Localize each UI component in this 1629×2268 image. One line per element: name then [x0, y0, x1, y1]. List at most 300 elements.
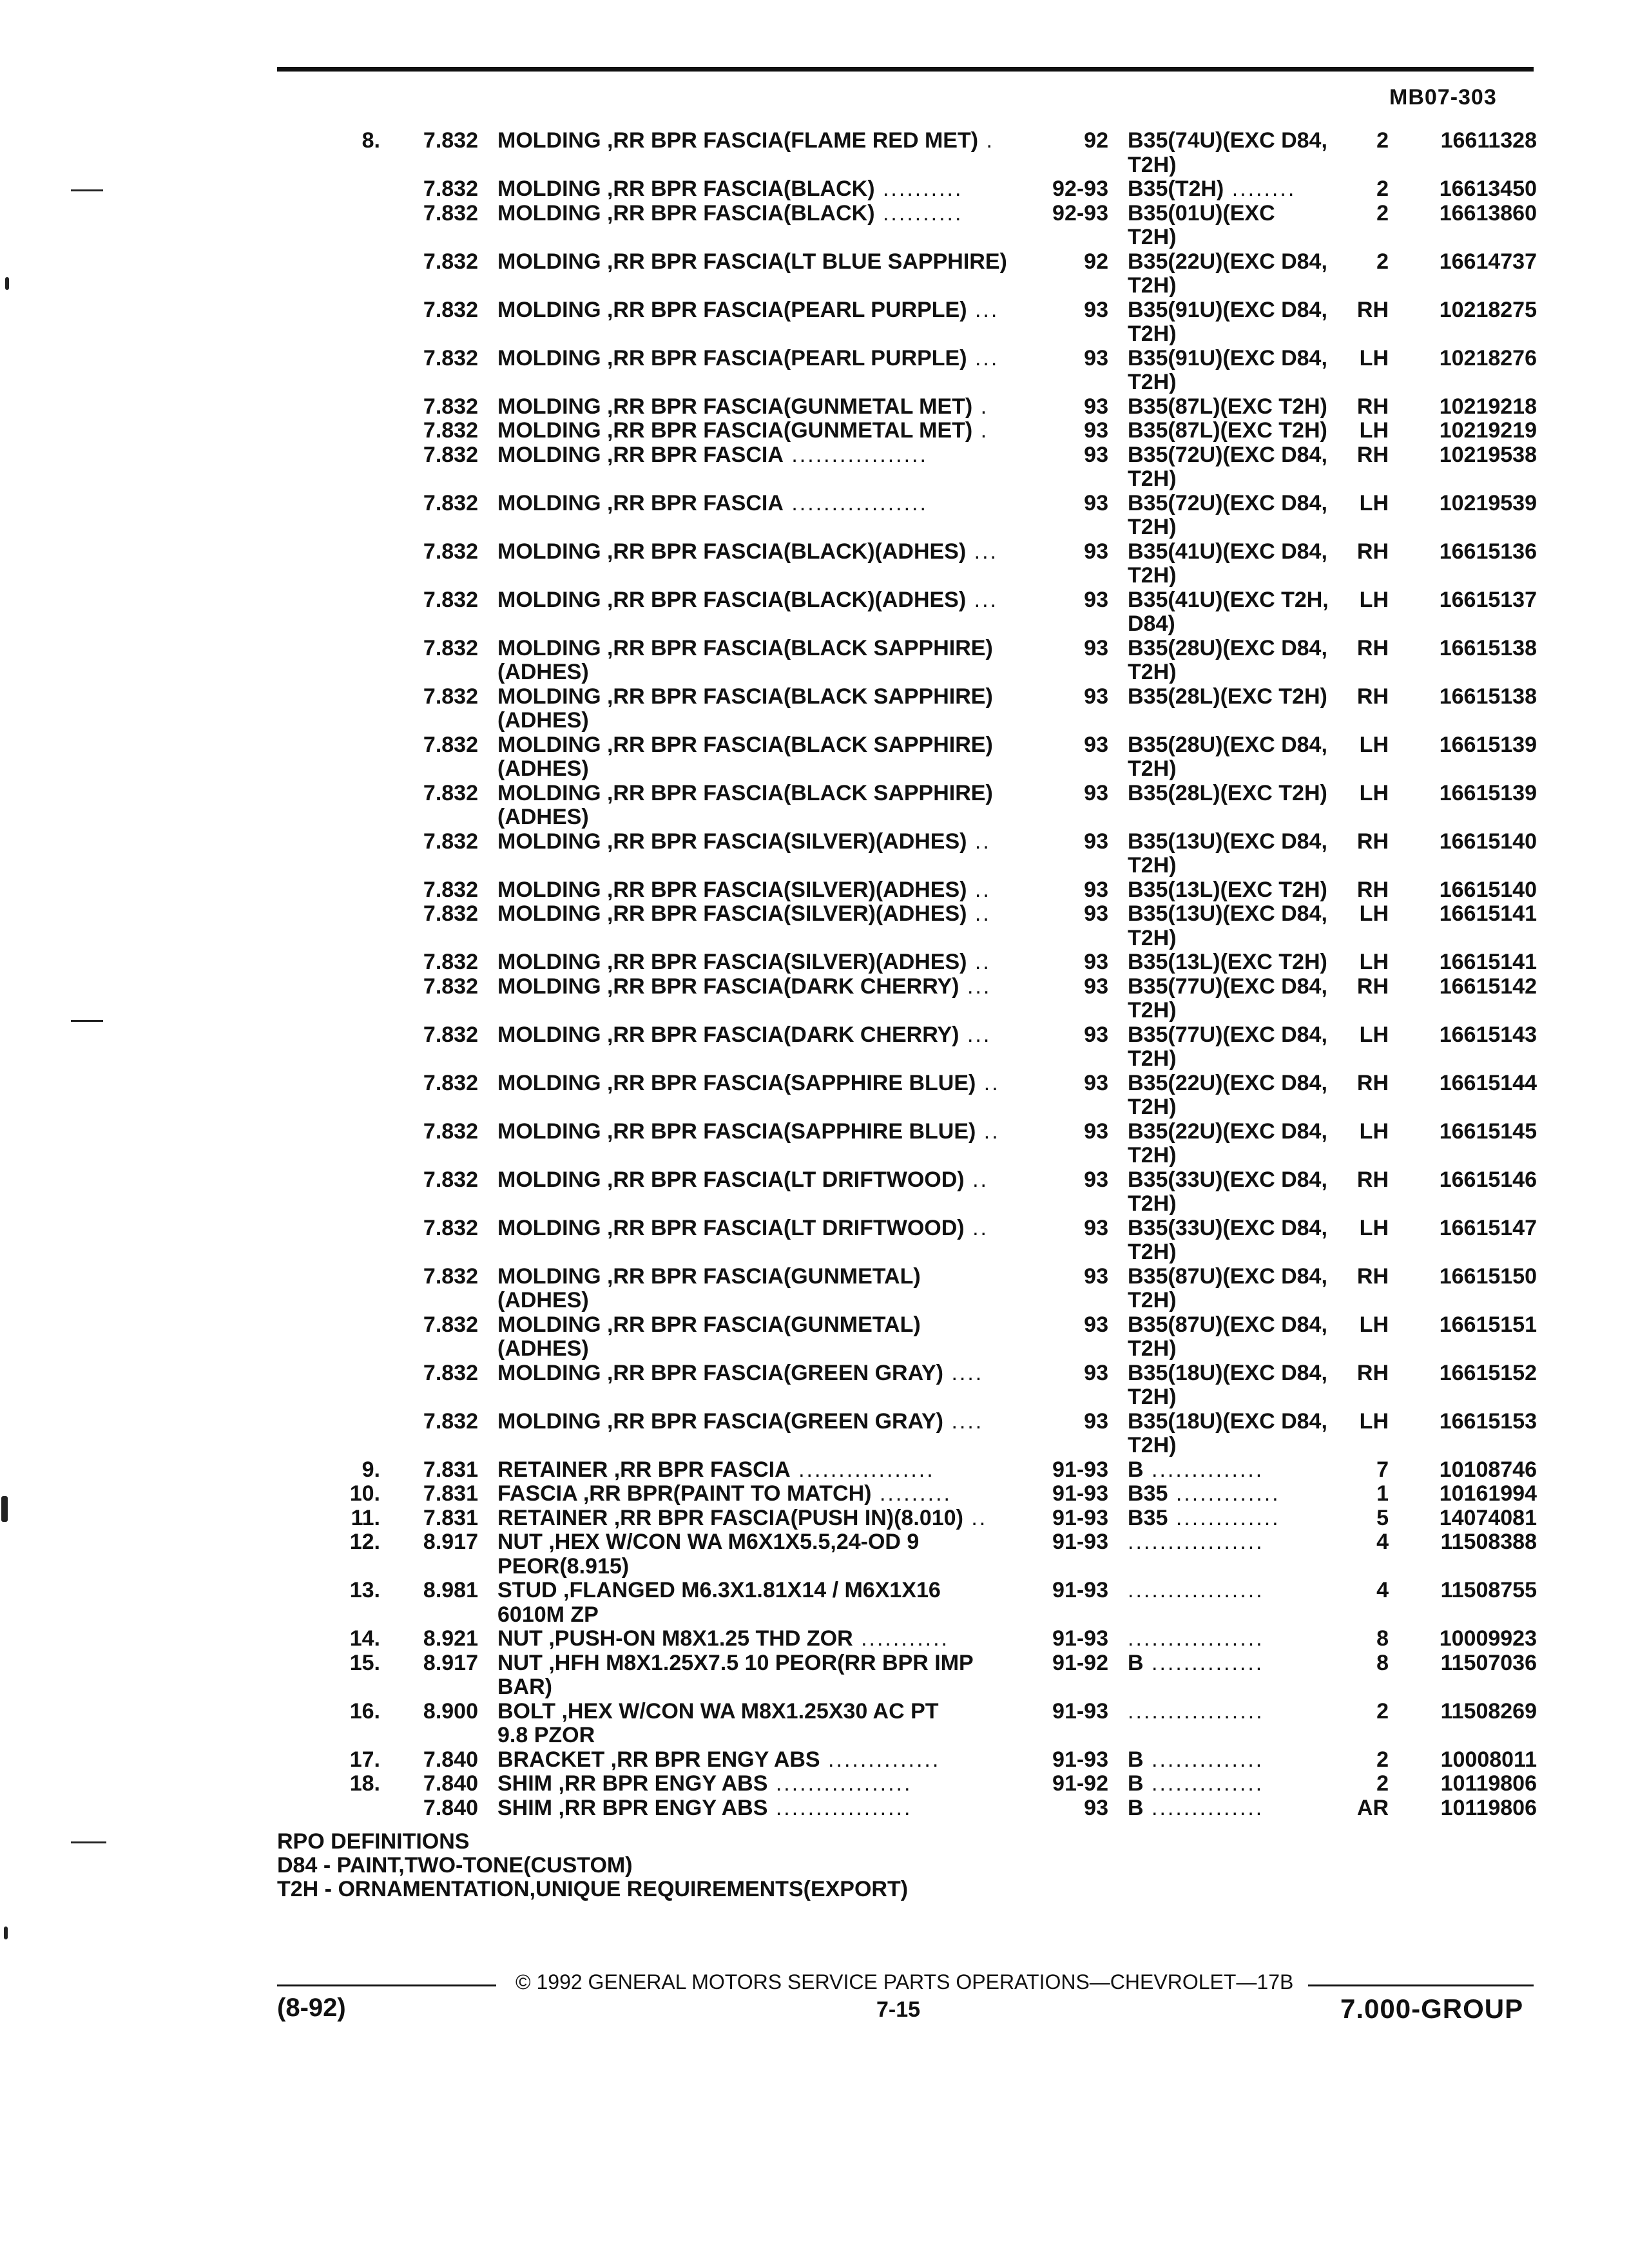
group-number: [401, 902, 478, 926]
group-number-text: 7.832: [423, 1312, 478, 1337]
usage-code-text: T2H): [1128, 1047, 1177, 1071]
quantity-text: RH: [1356, 635, 1389, 660]
usage-code: [1128, 515, 1360, 539]
part-description-text: MOLDING ,RR BPR FASCIA(BLACK SAPPHIRE): [497, 733, 993, 757]
part-number-text: 11507036: [1440, 1650, 1537, 1675]
group-number-text: 8.900: [423, 1698, 478, 1724]
usage-code: [1128, 1120, 1360, 1144]
quantity-text: LH: [1359, 1312, 1389, 1337]
table-row: [277, 153, 1540, 178]
usage-code: [1128, 153, 1360, 177]
item-number-text: 8.: [361, 128, 380, 153]
part-number-text: 10119806: [1440, 1771, 1537, 1796]
table-row: [277, 443, 1540, 468]
usage-code: [1128, 1410, 1360, 1434]
part-description-text: MOLDING ,RR BPR FASCIA(LT DRIFTWOOD): [497, 1168, 965, 1192]
group-number-text: 7.832: [423, 950, 478, 974]
table-row: [277, 419, 1540, 443]
group-number: [401, 347, 478, 370]
table-row: [277, 1603, 1540, 1628]
model-year-text: 93: [1084, 974, 1108, 999]
part-number-text: 10218275: [1439, 297, 1537, 322]
part-description-text: (ADHES): [497, 709, 589, 733]
group-number: [401, 395, 478, 419]
usage-code: [1128, 637, 1360, 660]
model-year: [1012, 733, 1108, 757]
quantity: [1344, 419, 1389, 443]
group-number: [401, 733, 478, 757]
usage-code-text: B35(28U)(EXC D84,: [1128, 636, 1327, 660]
table-row: [277, 395, 1540, 419]
part-number-text: 16615138: [1439, 635, 1537, 660]
group-number-text: 8.921: [423, 1626, 478, 1651]
usage-code: [1128, 1337, 1360, 1361]
model-year: [1012, 129, 1108, 153]
rpo-line: T2H - ORNAMENTATION,UNIQUE REQUIREMENTS(EXPORT): [277, 1877, 909, 1901]
part-number-text: 16615150: [1439, 1264, 1537, 1289]
part-number-text: 16615153: [1439, 1408, 1537, 1434]
part-number: [1402, 1651, 1537, 1675]
item-number-text: 12.: [349, 1530, 380, 1554]
group-number: [401, 1579, 478, 1602]
table-row: [277, 805, 1540, 830]
top-rule: [277, 67, 1534, 72]
part-number: [1402, 1361, 1537, 1385]
model-year: [1012, 902, 1108, 926]
model-year-text: 93: [1084, 297, 1108, 322]
part-description: [497, 129, 1045, 153]
group-number: [401, 1748, 478, 1772]
quantity: [1344, 637, 1389, 660]
part-description: [497, 1458, 1045, 1482]
usage-code-text: B35(01U)(EXC: [1128, 201, 1275, 226]
model-year: [1012, 1120, 1108, 1144]
part-description-text: MOLDING ,RR BPR FASCIA(SAPPHIRE BLUE): [497, 1119, 976, 1144]
group-number: [401, 1168, 478, 1192]
part-description: [497, 1748, 1045, 1772]
usage-code-text: B35(87U)(EXC D84,: [1128, 1312, 1327, 1337]
part-number-text: 16615143: [1439, 1022, 1537, 1047]
group-number-text: 7.832: [423, 490, 478, 515]
quantity: [1344, 830, 1389, 854]
quantity: [1344, 1796, 1389, 1820]
group-number: [401, 202, 478, 226]
table-row: [277, 709, 1540, 733]
part-description-text: MOLDING ,RR BPR FASCIA(FLAME RED MET): [497, 129, 979, 153]
quantity: [1344, 1216, 1389, 1240]
usage-code: [1128, 226, 1360, 249]
table-row: [277, 322, 1540, 347]
usage-code: [1128, 878, 1360, 902]
usage-code: [1128, 395, 1360, 419]
usage-code: [1128, 612, 1360, 636]
quantity: [1344, 540, 1389, 564]
table-row: [277, 274, 1540, 298]
group-number: [401, 1482, 478, 1506]
usage-code-text: B35(87U)(EXC D84,: [1128, 1264, 1327, 1289]
leader-dots: ....: [943, 1409, 984, 1434]
model-year: [1012, 1579, 1108, 1602]
model-year-text: 93: [1084, 1070, 1108, 1095]
quantity-text: LH: [1359, 780, 1389, 805]
model-year: [1012, 1458, 1108, 1482]
quantity: [1344, 1627, 1389, 1651]
part-description: [497, 902, 1045, 926]
part-description: [497, 637, 1045, 660]
table-row: [277, 1724, 1540, 1748]
model-year-text: 93: [1084, 345, 1108, 370]
usage-code-text: B35(87L)(EXC T2H): [1128, 394, 1327, 419]
quantity-text: RH: [1356, 829, 1389, 854]
leader-dots: ..: [967, 829, 991, 854]
part-number-text: 11508269: [1440, 1698, 1537, 1724]
table-row: [277, 1361, 1540, 1386]
part-number-text: 10119806: [1440, 1795, 1537, 1820]
model-year-text: 93: [1084, 877, 1108, 902]
usage-code: [1128, 1361, 1360, 1385]
group-number-text: 7.832: [423, 1215, 478, 1240]
item-number-text: 14.: [349, 1626, 380, 1651]
part-description: [497, 733, 1045, 757]
part-description-text: MOLDING ,RR BPR FASCIA(LT DRIFTWOOD): [497, 1216, 965, 1240]
leader-dots: ..............: [1143, 1457, 1264, 1482]
usage-code-text: B: [1128, 1772, 1144, 1796]
group-number: [401, 1627, 478, 1651]
part-number-text: 10009923: [1439, 1626, 1537, 1651]
footer-rule-right: [1308, 1984, 1534, 1986]
group-number: [401, 177, 478, 201]
usage-code: [1128, 1796, 1360, 1820]
usage-code: [1128, 443, 1360, 467]
table-row: [277, 612, 1540, 637]
leader-dots: ..........: [874, 201, 963, 226]
usage-code-text: B35(77U)(EXC D84,: [1128, 1023, 1327, 1047]
leader-dots: .................: [1128, 1627, 1264, 1651]
usage-code-text: T2H): [1128, 153, 1177, 177]
table-row: [277, 467, 1540, 492]
group-number-text: 7.832: [423, 587, 478, 612]
quantity: [1344, 250, 1389, 274]
leader-dots: ........: [1224, 177, 1296, 201]
group-number-text: 8.981: [423, 1578, 478, 1602]
part-description: [497, 1216, 1045, 1240]
group-number: [401, 443, 478, 467]
part-description: [497, 1410, 1045, 1434]
model-year: [1012, 1023, 1108, 1047]
quantity-text: RH: [1356, 974, 1389, 999]
part-description-text: RETAINER ,RR BPR FASCIA(PUSH IN)(8.010): [497, 1506, 963, 1530]
leader-dots: ..: [964, 1216, 988, 1240]
group-number-text: 7.832: [423, 539, 478, 564]
table-row: [277, 782, 1540, 806]
part-description-text: PEOR(8.915): [497, 1554, 630, 1579]
usage-code-text: B35(41U)(EXC T2H,: [1128, 588, 1329, 612]
quantity: [1344, 1072, 1389, 1095]
usage-code-text: B35(18U)(EXC D84,: [1128, 1361, 1327, 1385]
table-row: [277, 588, 1540, 613]
leader-dots: .............: [1168, 1506, 1280, 1530]
usage-code-text: T2H): [1128, 515, 1177, 539]
group-number-text: 7.832: [423, 1167, 478, 1192]
rpo-title: RPO DEFINITIONS: [277, 1829, 470, 1854]
part-description: [497, 588, 1045, 612]
model-year-text: 93: [1084, 684, 1108, 709]
item-number: [277, 1458, 380, 1482]
group-number-text: 7.832: [423, 394, 478, 419]
part-description: [497, 1289, 1045, 1312]
leader-dots: .................: [790, 1457, 935, 1482]
usage-code-text: B35(72U)(EXC D84,: [1128, 443, 1327, 467]
usage-code: [1128, 419, 1360, 443]
usage-code-text: T2H): [1128, 1144, 1177, 1168]
quantity: [1344, 975, 1389, 999]
usage-code-text: B35(22U)(EXC D84,: [1128, 1071, 1327, 1095]
model-year-text: 93: [1084, 587, 1108, 612]
model-year-text: 91-93: [1052, 1747, 1108, 1772]
usage-code-text: T2H): [1128, 1240, 1177, 1264]
table-row: [277, 854, 1540, 878]
usage-code-text: B35(33U)(EXC D84,: [1128, 1168, 1327, 1192]
group-number: [401, 1530, 478, 1554]
usage-code: [1128, 1579, 1360, 1602]
model-year-text: 93: [1084, 1408, 1108, 1434]
usage-code: [1128, 1772, 1360, 1796]
part-description: [497, 540, 1045, 564]
usage-code-text: B35(13U)(EXC D84,: [1128, 829, 1327, 854]
part-description-text: MOLDING ,RR BPR FASCIA(DARK CHERRY): [497, 1023, 959, 1047]
table-row: [277, 1047, 1540, 1072]
part-description-text: MOLDING ,RR BPR FASCIA(GUNMETAL MET): [497, 419, 973, 443]
part-number-text: 10108746: [1439, 1457, 1537, 1482]
part-description-text: MOLDING ,RR BPR FASCIA: [497, 491, 784, 515]
table-row: [277, 1168, 1540, 1193]
part-description-text: 6010M ZP: [497, 1602, 599, 1627]
leader-dots: ....: [943, 1361, 984, 1385]
usage-code: [1128, 322, 1360, 346]
quantity-text: 4: [1376, 1530, 1389, 1554]
part-number-text: 16614737: [1439, 249, 1537, 274]
quantity: [1344, 1748, 1389, 1772]
model-year-text: 92: [1084, 249, 1108, 274]
part-description-text: MOLDING ,RR BPR FASCIA(BLACK): [497, 177, 875, 201]
part-number: [1402, 202, 1537, 226]
quantity: [1344, 395, 1389, 419]
model-year-text: 93: [1084, 1167, 1108, 1192]
quantity-text: LH: [1359, 345, 1389, 370]
part-description-text: MOLDING ,RR BPR FASCIA(BLACK)(ADHES): [497, 588, 967, 612]
quantity-text: 7: [1376, 1457, 1389, 1482]
usage-code: [1128, 927, 1360, 950]
part-description-text: MOLDING ,RR BPR FASCIA(BLACK SAPPHIRE): [497, 684, 993, 709]
usage-code: [1128, 1240, 1360, 1264]
group-number-text: 7.832: [423, 297, 478, 322]
table-row: [277, 202, 1540, 226]
group-number: [401, 830, 478, 854]
part-description: [497, 830, 1045, 854]
group-number-text: 7.840: [423, 1747, 478, 1772]
part-description-text: 9.8 PZOR: [497, 1724, 595, 1747]
quantity: [1344, 1313, 1389, 1337]
model-year-text: 91-93: [1052, 1457, 1108, 1482]
model-year-text: 91-93: [1052, 1578, 1108, 1602]
item-number: [277, 1530, 380, 1554]
group-number-text: 7.832: [423, 418, 478, 443]
part-description-text: BOLT ,HEX W/CON WA M8X1.25X30 AC PT: [497, 1699, 939, 1724]
part-number: [1402, 782, 1537, 805]
model-year: [1012, 1482, 1108, 1506]
part-number: [1402, 950, 1537, 974]
usage-code: [1128, 274, 1360, 298]
quantity: [1344, 950, 1389, 974]
part-description: [497, 1555, 1045, 1579]
quantity: [1344, 685, 1389, 709]
quantity-text: RH: [1356, 1264, 1389, 1289]
usage-code: [1128, 660, 1360, 684]
item-number: [277, 1506, 380, 1530]
footer-group: 7.000-GROUP: [1340, 1994, 1524, 2024]
part-description: [497, 1651, 1045, 1675]
usage-code: [1128, 1651, 1360, 1675]
group-number-text: 7.832: [423, 974, 478, 999]
part-description: [497, 1023, 1045, 1047]
page-code: MB07-303: [1389, 85, 1497, 110]
quantity: [1344, 1458, 1389, 1482]
quantity-text: 1: [1376, 1481, 1389, 1506]
part-description-text: MOLDING ,RR BPR FASCIA(GUNMETAL): [497, 1312, 921, 1337]
usage-code: [1128, 854, 1360, 878]
part-number-text: 16615140: [1439, 877, 1537, 902]
quantity-text: LH: [1359, 1215, 1389, 1240]
part-description-text: MOLDING ,RR BPR FASCIA(GREEN GRAY): [497, 1361, 944, 1385]
part-number: [1402, 1748, 1537, 1772]
part-description-text: MOLDING ,RR BPR FASCIA(BLACK): [497, 201, 875, 226]
table-row: [277, 1675, 1540, 1700]
usage-code: [1128, 1192, 1360, 1216]
leader-dots: .................: [767, 1772, 912, 1796]
table-row: [277, 177, 1540, 202]
usage-code: [1128, 1700, 1360, 1724]
model-year-text: 91-92: [1052, 1771, 1108, 1796]
usage-code-text: T2H): [1128, 370, 1177, 394]
group-number-text: 7.832: [423, 1070, 478, 1095]
model-year: [1012, 830, 1108, 854]
scan-mark: [71, 1020, 103, 1022]
usage-code-text: T2H): [1128, 564, 1177, 588]
quantity-text: RH: [1356, 539, 1389, 564]
usage-code: [1128, 1023, 1360, 1047]
group-number: [401, 1506, 478, 1530]
part-description: [497, 1796, 1045, 1820]
group-number-text: 7.832: [423, 1119, 478, 1144]
model-year-text: 93: [1084, 490, 1108, 515]
quantity-text: LH: [1359, 418, 1389, 443]
group-number: [401, 1410, 478, 1434]
quantity-text: LH: [1359, 950, 1389, 974]
part-number: [1402, 733, 1537, 757]
quantity: [1344, 1530, 1389, 1554]
part-description: [497, 1265, 1045, 1289]
model-year: [1012, 1796, 1108, 1820]
table-row: [277, 950, 1540, 975]
part-description-text: MOLDING ,RR BPR FASCIA(PEARL PURPLE): [497, 298, 967, 322]
usage-code: [1128, 757, 1360, 781]
parts-table: [277, 129, 1540, 1820]
usage-code: [1128, 1482, 1360, 1506]
usage-code-text: B35(74U)(EXC D84,: [1128, 129, 1327, 153]
part-description: [497, 1627, 1045, 1651]
usage-code: [1128, 1144, 1360, 1168]
quantity-text: RH: [1356, 442, 1389, 467]
model-year-text: 93: [1084, 732, 1108, 757]
leader-dots: ...........: [853, 1627, 949, 1651]
part-description: [497, 975, 1045, 999]
model-year: [1012, 347, 1108, 370]
part-description: [497, 1482, 1045, 1506]
table-row: [277, 927, 1540, 951]
part-number-text: 16615151: [1439, 1312, 1537, 1337]
leader-dots: ..: [967, 902, 991, 926]
group-number: [401, 1361, 478, 1385]
group-number: [401, 685, 478, 709]
usage-code: [1128, 540, 1360, 564]
leader-dots: ..: [976, 1119, 1000, 1144]
usage-code: [1128, 347, 1360, 370]
usage-code-text: B: [1128, 1747, 1144, 1772]
quantity-text: RH: [1356, 297, 1389, 322]
part-number-text: 16615152: [1439, 1360, 1537, 1385]
usage-code-text: B: [1128, 1651, 1144, 1675]
model-year: [1012, 878, 1108, 902]
group-number-text: 7.832: [423, 732, 478, 757]
quantity-text: 2: [1376, 1747, 1389, 1772]
part-number: [1402, 1313, 1537, 1337]
usage-code-text: B35(72U)(EXC D84,: [1128, 491, 1327, 515]
part-description-text: BRACKET ,RR BPR ENGY ABS: [497, 1747, 820, 1772]
part-number-text: 10008011: [1440, 1747, 1537, 1772]
item-number-text: 16.: [349, 1698, 380, 1724]
part-number-text: 11508388: [1440, 1530, 1537, 1554]
part-number: [1402, 492, 1537, 515]
part-description-text: MOLDING ,RR BPR FASCIA(BLACK SAPPHIRE): [497, 781, 993, 805]
usage-code-text: B35(13L)(EXC T2H): [1128, 878, 1327, 902]
usage-code: [1128, 1168, 1360, 1192]
usage-code: [1128, 782, 1360, 805]
part-number-text: 16613860: [1439, 200, 1537, 226]
table-row: [277, 1410, 1540, 1434]
part-description: [497, 1506, 1045, 1530]
model-year-text: 93: [1084, 1022, 1108, 1047]
usage-code: [1128, 177, 1360, 201]
part-description: [497, 782, 1045, 805]
group-number: [401, 1796, 478, 1820]
footer-rule-left: [277, 1984, 496, 1986]
group-number-text: 7.831: [423, 1481, 478, 1506]
table-row: [277, 1023, 1540, 1048]
table-row: [277, 1337, 1540, 1361]
quantity: [1344, 177, 1389, 201]
group-number: [401, 1651, 478, 1675]
group-number: [401, 1072, 478, 1095]
quantity: [1344, 1265, 1389, 1289]
group-number-text: 7.832: [423, 829, 478, 854]
model-year-text: 93: [1084, 901, 1108, 926]
usage-code-text: B35(28L)(EXC T2H): [1128, 781, 1327, 805]
quantity: [1344, 1579, 1389, 1602]
item-number-text: 18.: [349, 1771, 380, 1796]
usage-code: [1128, 1434, 1360, 1457]
part-description-text: MOLDING ,RR BPR FASCIA(BLACK SAPPHIRE): [497, 636, 993, 660]
group-number-text: 7.832: [423, 780, 478, 805]
